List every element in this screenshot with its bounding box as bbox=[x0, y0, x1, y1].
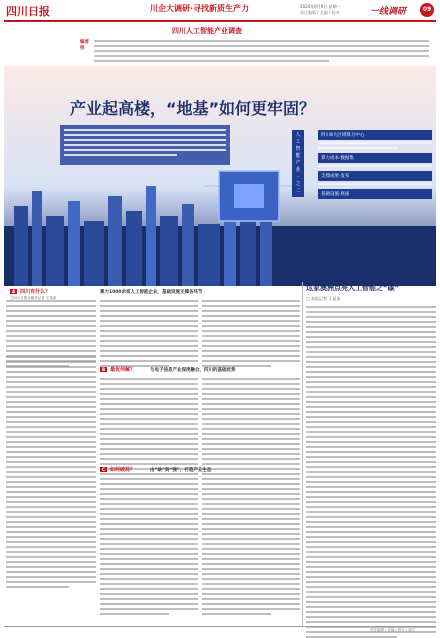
section-c-title: 如何破局？ bbox=[109, 467, 135, 473]
body-column-3c bbox=[202, 478, 300, 615]
info-tag: 支撑成果·发布 bbox=[318, 171, 432, 181]
main-headline: 产业起高楼，“地基”如何更牢固？ bbox=[70, 99, 316, 118]
column-divider bbox=[302, 282, 303, 627]
info-tag: 基础设施·底座 bbox=[318, 189, 432, 199]
section-a-title: 四川有什么？ bbox=[20, 289, 51, 295]
body-column-2c bbox=[100, 478, 198, 615]
footer-line bbox=[4, 626, 436, 627]
body-column-2 bbox=[100, 300, 198, 367]
right-story-headline: 这家澳洲点亮人工智能之“碳” bbox=[306, 284, 400, 292]
editor-note-text bbox=[94, 40, 429, 62]
section-b-header bbox=[100, 366, 135, 373]
section-a-badge: A bbox=[12, 289, 16, 294]
masthead-rule bbox=[4, 20, 436, 22]
masthead-column-title: 川企大调研·寻找新质生产力 bbox=[150, 4, 250, 13]
section-c-header bbox=[100, 466, 135, 473]
hero-caption: □四川日报全媒体记者 王某某 bbox=[10, 296, 57, 300]
masthead-date: 2024年9月9日 星期一 bbox=[300, 4, 341, 9]
masthead-editor: 责任编辑 / 美编 / 校对 bbox=[300, 10, 340, 15]
body-column-3 bbox=[202, 300, 300, 367]
vertical-series-title: 人 工 智 能 产 业 · 之 二 bbox=[292, 130, 304, 197]
body-column-1b bbox=[6, 356, 96, 588]
editor-note-label: 编者按 bbox=[80, 40, 89, 51]
masthead bbox=[0, 0, 440, 22]
ai-chip-illustration bbox=[204, 156, 294, 236]
info-tag: 算力成本·数据集 bbox=[318, 153, 432, 163]
body-column-2b bbox=[100, 378, 198, 475]
section-c-subtitle: 由“缺”到“强”，打造产业生态 bbox=[150, 468, 212, 473]
right-story-body bbox=[306, 306, 436, 638]
page-number: 09 bbox=[420, 3, 434, 17]
masthead-logo: 四川日报 bbox=[6, 5, 50, 18]
masthead-section-label: 一线调研 bbox=[370, 7, 407, 17]
section-a-subtitle: 算力1000余家人工智能企业，基础设施支撑各环节 bbox=[100, 290, 203, 295]
info-tag: 四川8大区域算力中心 bbox=[318, 130, 432, 140]
section-c-badge: C bbox=[102, 467, 105, 472]
section-b-badge: B bbox=[102, 367, 106, 372]
right-story-byline: □ 本报记者 王某某 bbox=[306, 296, 341, 301]
body-column-3b bbox=[202, 378, 300, 475]
section-b-title: 最优何解？ bbox=[110, 367, 136, 373]
infographic-tags bbox=[318, 130, 432, 199]
editor-note bbox=[80, 38, 432, 68]
section-b-subtitle: 与电子信息产业深度融合，四川的基础优势 bbox=[150, 368, 236, 373]
right-story bbox=[306, 284, 436, 638]
lead-paragraph-box bbox=[60, 125, 230, 165]
series-subtitle: 四川人工智能产业调查 bbox=[172, 27, 242, 35]
footer-editors: 责任编辑 / 美编 / 校对 / 版式 bbox=[370, 628, 416, 632]
section-a-header bbox=[10, 288, 50, 295]
lead-paragraph-text bbox=[64, 129, 226, 156]
